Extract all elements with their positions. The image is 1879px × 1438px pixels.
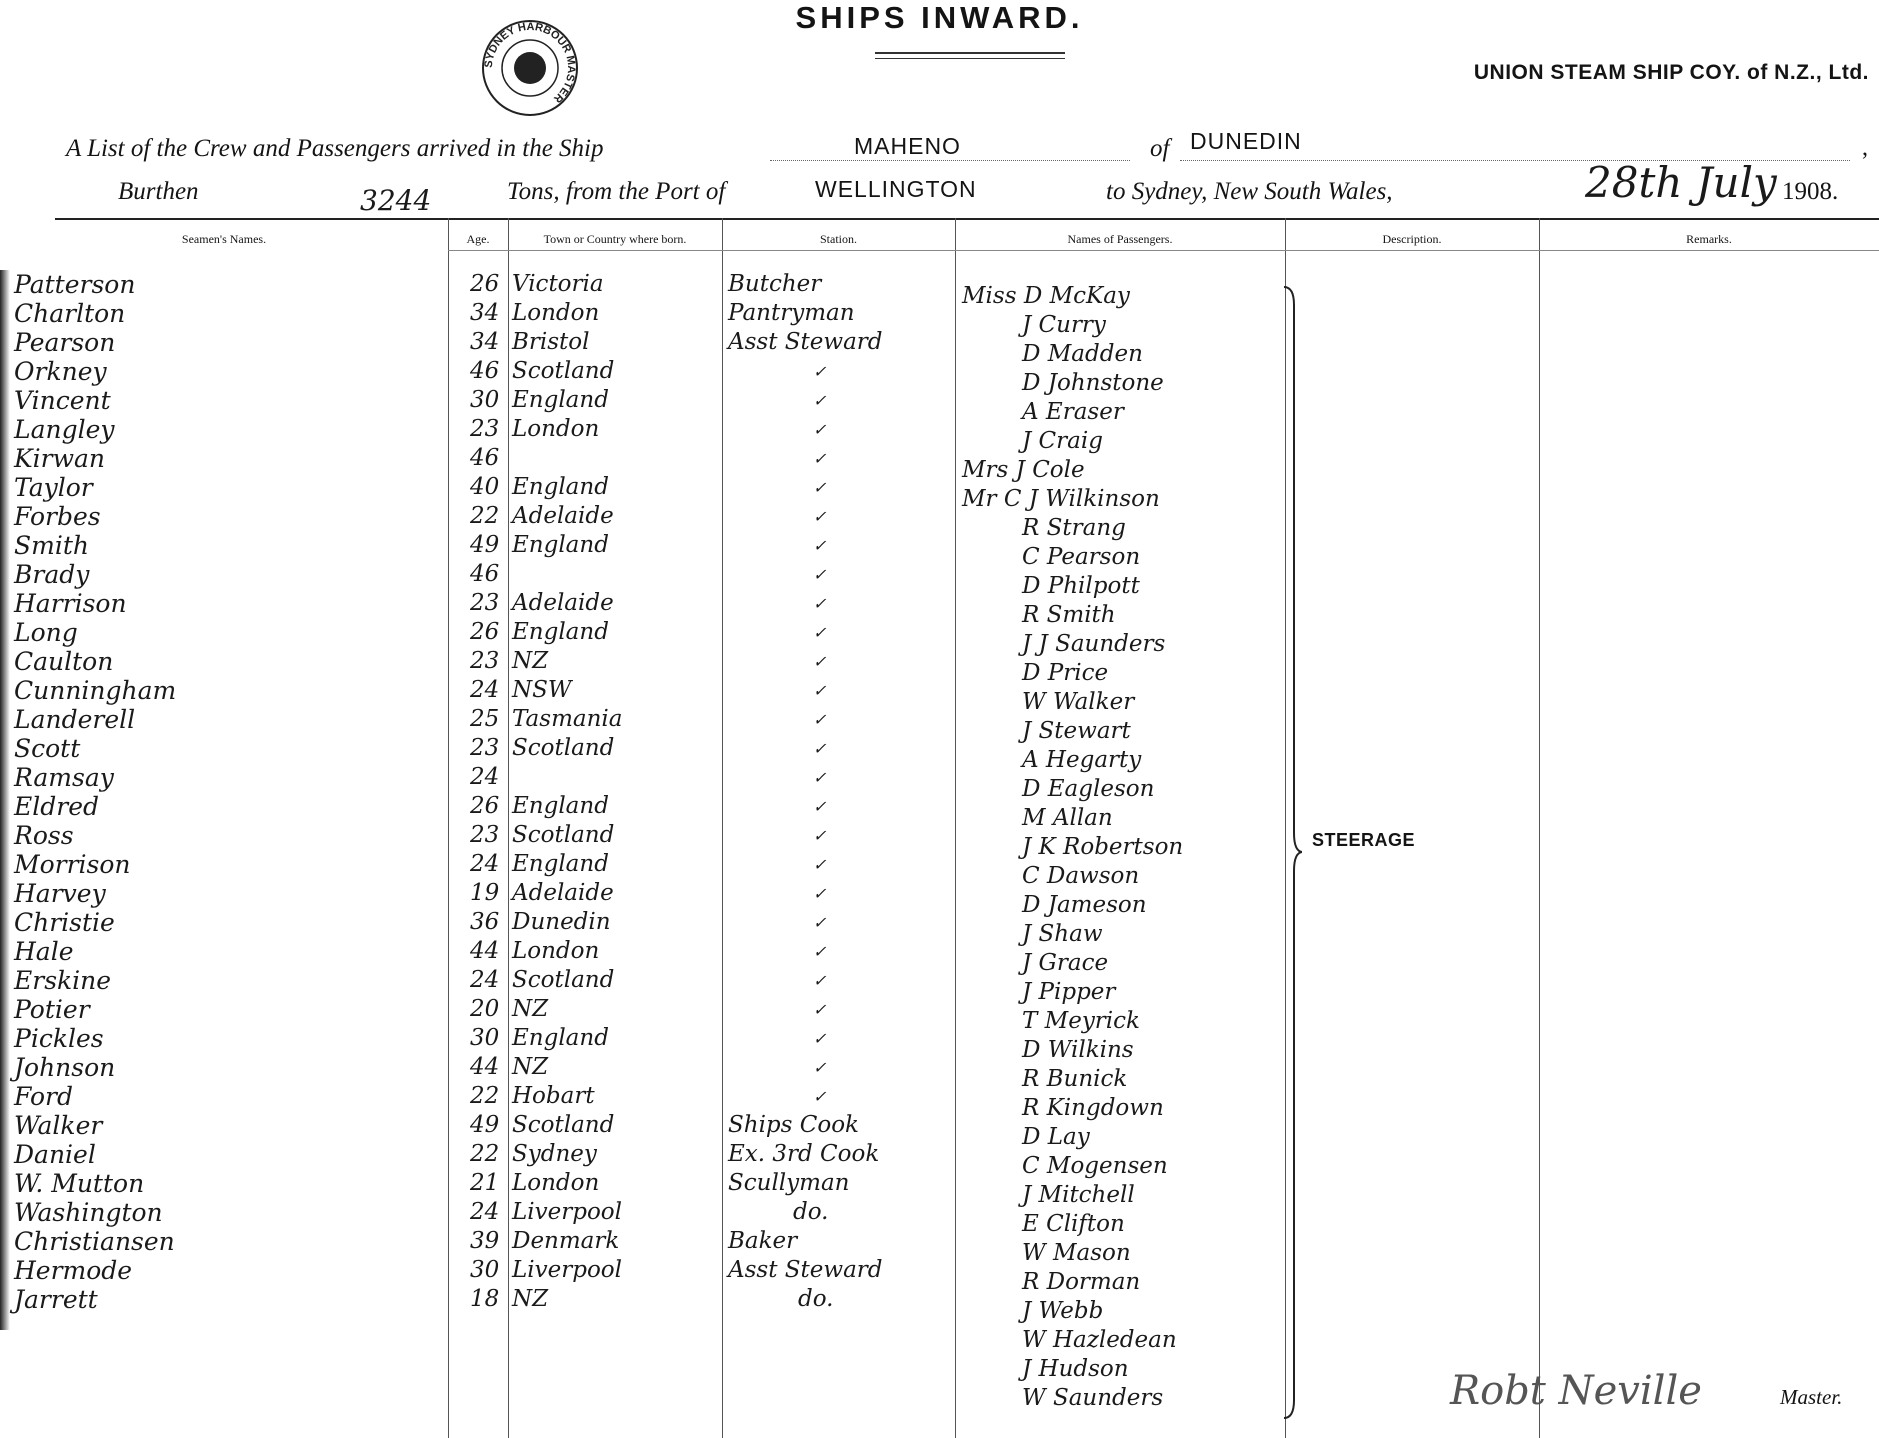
column-divider [722, 218, 723, 1438]
birthplace-cell: NZ [512, 648, 549, 674]
passenger-name: D Price [1022, 660, 1109, 686]
station-cell: ✓ [813, 594, 827, 613]
from-port: WELLINGTON [815, 176, 977, 202]
age-cell: 20 [470, 996, 500, 1022]
seaman-name: Harrison [14, 589, 127, 618]
passenger-name: C Mogensen [1022, 1153, 1168, 1179]
col-header-remarks: Remarks. [1686, 232, 1732, 246]
seaman-name: Langley [14, 415, 115, 444]
seaman-name: Scott [14, 734, 81, 763]
col-header-description: Description. [1382, 232, 1442, 246]
birthplace-cell [512, 560, 720, 589]
birthplace-cell: Dunedin [512, 909, 611, 935]
station-cell: ✓ [813, 768, 827, 787]
age-cell: 18 [470, 1286, 500, 1312]
col-header-seamen: Seamen's Names. [181, 232, 267, 246]
birthplace-cell: London [512, 300, 600, 326]
seaman-name: Cunningham [14, 676, 177, 705]
age-cell: 26 [470, 793, 500, 819]
passenger-name: D Eagleson [1022, 776, 1155, 802]
station-cell: ✓ [813, 623, 827, 642]
age-cell: 30 [470, 387, 500, 413]
station-cell: Pantryman [728, 300, 855, 326]
passenger-name: J Shaw [1022, 921, 1103, 947]
birthplace-cell: Scotland [512, 1112, 615, 1138]
age-cell: 23 [470, 822, 500, 848]
seaman-name: Eldred [14, 792, 99, 821]
seaman-name: Patterson [14, 270, 136, 299]
home-port: DUNEDIN [1190, 128, 1302, 154]
station-cell: ✓ [813, 652, 827, 671]
ages-column [470, 270, 508, 1314]
seaman-name: W. Mutton [14, 1169, 145, 1198]
burthen-value: 3244 [360, 184, 432, 217]
station-cell: ✓ [813, 942, 827, 961]
station-column [728, 270, 953, 1314]
seaman-name: Kirwan [14, 444, 106, 473]
passenger-name: R Kingdown [1022, 1095, 1164, 1121]
passenger-name: R Bunick [1022, 1066, 1128, 1092]
birthplace-cell: NZ [512, 996, 549, 1022]
ship-dotted-line [770, 160, 1130, 161]
age-cell: 23 [470, 648, 500, 674]
seaman-name: Caulton [14, 647, 114, 676]
birthplace-cell: Adelaide [512, 503, 614, 529]
list-line-trailing: , [1862, 135, 1868, 161]
column-divider [955, 218, 956, 1438]
seaman-name: Vincent [14, 386, 111, 415]
age-cell: 23 [470, 590, 500, 616]
age-cell: 34 [470, 300, 500, 326]
station-cell: ✓ [813, 710, 827, 729]
age-cell: 39 [470, 1228, 500, 1254]
birthplace-column [512, 270, 720, 1314]
passenger-name: D Madden [1022, 341, 1143, 367]
tons-label: Tons, from the Port of [507, 178, 726, 205]
station-cell: ✓ [813, 507, 827, 526]
seaman-name: Ramsay [14, 763, 114, 792]
age-cell: 46 [470, 561, 500, 587]
title-underline [875, 52, 1065, 54]
header-rule [55, 218, 1879, 220]
passenger-name: J Craig [1022, 428, 1103, 454]
birthplace-cell: England [512, 793, 609, 819]
age-cell: 22 [470, 1083, 500, 1109]
seaman-name: Taylor [14, 473, 93, 502]
seaman-name: Landerell [14, 705, 136, 734]
birthplace-cell [512, 444, 720, 473]
age-cell: 44 [470, 938, 500, 964]
seaman-name: Potier [14, 995, 90, 1024]
passenger-name: J Grace [1022, 950, 1109, 976]
age-cell: 24 [470, 764, 500, 790]
passenger-name: R Dorman [1022, 1269, 1141, 1295]
station-cell: ✓ [813, 797, 827, 816]
age-cell: 49 [470, 1112, 500, 1138]
age-cell: 24 [470, 851, 500, 877]
of-label: of [1150, 135, 1170, 162]
birthplace-cell: Adelaide [512, 880, 614, 906]
birthplace-cell: Tasmania [512, 706, 623, 732]
seaman-name: Smith [14, 531, 89, 560]
passenger-name: R Smith [1022, 602, 1116, 628]
birthplace-cell: NZ [512, 1286, 549, 1312]
station-cell: ✓ [813, 739, 827, 758]
seaman-name: Orkney [14, 357, 107, 386]
passengers-column [962, 282, 1282, 1413]
company-name: UNION STEAM SHIP COY. of N.Z., Ltd. [1473, 61, 1869, 84]
birthplace-cell: Liverpool [512, 1257, 623, 1283]
station-cell: ✓ [813, 1000, 827, 1019]
birthplace-cell: England [512, 387, 609, 413]
seaman-name: Jarrett [14, 1285, 98, 1314]
age-cell: 26 [470, 619, 500, 645]
station-cell: ✓ [813, 391, 827, 410]
passenger-name: J Pipper [1022, 979, 1116, 1005]
col-header-town: Town or Country where born. [543, 232, 687, 246]
seaman-name: Christiansen [14, 1227, 175, 1256]
seaman-name: Hale [14, 937, 74, 966]
age-cell: 46 [470, 358, 500, 384]
age-cell: 19 [470, 880, 500, 906]
station-cell: Asst Steward [728, 329, 883, 355]
seaman-name: Ross [14, 821, 74, 850]
birthplace-cell: Scotland [512, 735, 615, 761]
age-cell: 34 [470, 329, 500, 355]
station-cell: ✓ [813, 1029, 827, 1048]
passenger-name: J Stewart [1022, 718, 1131, 744]
passenger-name: Miss D McKay [962, 283, 1130, 309]
master-label: Master. [1780, 1385, 1843, 1409]
birthplace-cell: Sydney [512, 1141, 597, 1167]
birthplace-cell: London [512, 1170, 600, 1196]
birthplace-cell: Scotland [512, 967, 615, 993]
station-cell: Baker [728, 1228, 798, 1254]
master-signature: Robt Neville [1450, 1368, 1702, 1414]
column-divider [508, 218, 509, 1438]
age-cell: 40 [470, 474, 500, 500]
station-cell: Ex. 3rd Cook [728, 1141, 880, 1167]
passenger-name: Mrs J Cole [962, 457, 1085, 483]
seamen-names-column [14, 270, 444, 1314]
age-cell: 26 [470, 271, 500, 297]
station-cell: ✓ [813, 855, 827, 874]
station-cell: Asst Steward [728, 1257, 883, 1283]
seaman-name: Long [14, 618, 78, 647]
seaman-name: Morrison [14, 850, 131, 879]
age-cell: 22 [470, 1141, 500, 1167]
station-cell: ✓ [813, 1058, 827, 1077]
station-cell: Scullyman [728, 1170, 850, 1196]
passenger-name: W Hazledean [1022, 1327, 1177, 1353]
arrival-date: 28th July [1585, 158, 1777, 207]
seaman-name: Hermode [14, 1256, 133, 1285]
column-divider [448, 218, 449, 1438]
seaman-name: Forbes [14, 502, 101, 531]
passenger-name: J Curry [1022, 312, 1106, 338]
age-cell: 21 [470, 1170, 500, 1196]
title-underline-2 [875, 58, 1065, 59]
age-cell: 24 [470, 1199, 500, 1225]
birthplace-cell: Liverpool [512, 1199, 623, 1225]
birthplace-cell: Bristol [512, 329, 590, 355]
passenger-name: J Hudson [1022, 1356, 1129, 1382]
station-cell: ✓ [813, 449, 827, 468]
age-cell: 49 [470, 532, 500, 558]
birthplace-cell [512, 763, 720, 792]
birthplace-cell: England [512, 474, 609, 500]
age-cell: 30 [470, 1257, 500, 1283]
to-sydney-label: to Sydney, New South Wales, [1106, 178, 1393, 205]
station-cell: ✓ [813, 478, 827, 497]
list-line-prefix: A List of the Crew and Passengers arrived in the Ship [66, 135, 604, 162]
passenger-name: W Walker [1022, 689, 1135, 715]
col-header-passengers: Names of Passengers. [1067, 232, 1173, 246]
harbour-master-stamp [480, 18, 580, 118]
passenger-name: C Dawson [1022, 863, 1140, 889]
seaman-name: Ford [14, 1082, 73, 1111]
station-cell: Ships Cook [728, 1112, 859, 1138]
passenger-name: J K Robertson [1022, 834, 1184, 860]
seaman-name: Walker [14, 1111, 103, 1140]
seaman-name: Brady [14, 560, 90, 589]
station-cell: ✓ [813, 971, 827, 990]
seaman-name: Pickles [14, 1024, 104, 1053]
passenger-name: J J Saunders [1022, 631, 1166, 657]
age-cell: 30 [470, 1025, 500, 1051]
station-cell: ✓ [813, 826, 827, 845]
age-cell: 36 [470, 909, 500, 935]
station-cell: ✓ [813, 913, 827, 932]
seaman-name: Washington [14, 1198, 163, 1227]
passenger-name: J Webb [1022, 1298, 1104, 1324]
birthplace-cell: London [512, 938, 600, 964]
col-header-age: Age. [466, 232, 490, 246]
age-cell: 24 [470, 967, 500, 993]
seaman-name: Pearson [14, 328, 116, 357]
description-label: STEERAGE [1312, 830, 1416, 850]
passenger-name: D Lay [1022, 1124, 1090, 1150]
station-cell: do. [798, 1286, 834, 1312]
passenger-name: D Johnstone [1022, 370, 1164, 396]
age-cell: 22 [470, 503, 500, 529]
description-brace [1282, 285, 1302, 1420]
page-title: SHIPS INWARD. [795, 0, 1084, 35]
seaman-name: Christie [14, 908, 115, 937]
birthplace-cell: England [512, 619, 609, 645]
ship-name: MAHENO [854, 133, 961, 159]
birthplace-cell: Adelaide [512, 590, 614, 616]
station-cell: ✓ [813, 420, 827, 439]
seaman-name: Harvey [14, 879, 106, 908]
column-divider [1539, 218, 1540, 1438]
page-edge-shadow [0, 270, 10, 1330]
birthplace-cell: Scotland [512, 358, 615, 384]
station-cell: ✓ [813, 362, 827, 381]
passenger-name: J Mitchell [1022, 1182, 1135, 1208]
birthplace-cell: Victoria [512, 271, 604, 297]
passenger-name: W Mason [1022, 1240, 1131, 1266]
passenger-name: W Saunders [1022, 1385, 1164, 1411]
passenger-name: D Wilkins [1022, 1037, 1134, 1063]
birthplace-cell: Denmark [512, 1228, 620, 1254]
birthplace-cell: London [512, 416, 600, 442]
birthplace-cell: NSW [512, 677, 572, 703]
station-cell: ✓ [813, 1087, 827, 1106]
seaman-name: Johnson [14, 1053, 116, 1082]
col-header-station: Station. [819, 232, 857, 246]
birthplace-cell: England [512, 532, 609, 558]
birthplace-cell: Hobart [512, 1083, 595, 1109]
age-cell: 44 [470, 1054, 500, 1080]
age-cell: 46 [470, 445, 500, 471]
passenger-name: D Jameson [1022, 892, 1147, 918]
station-cell: ✓ [813, 681, 827, 700]
age-cell: 25 [470, 706, 500, 732]
passenger-name: C Pearson [1022, 544, 1141, 570]
age-cell: 23 [470, 416, 500, 442]
passenger-name: A Hegarty [1022, 747, 1142, 773]
passenger-name: D Philpott [1022, 573, 1140, 599]
birthplace-cell: NZ [512, 1054, 549, 1080]
seaman-name: Charlton [14, 299, 126, 328]
stamp-text: SYDNEY HARBOUR MASTER [482, 20, 578, 105]
age-cell: 24 [470, 677, 500, 703]
column-header-rule [448, 250, 1879, 251]
seaman-name: Erskine [14, 966, 112, 995]
passenger-name: Mr C J Wilkinson [962, 486, 1160, 512]
birthplace-cell: Scotland [512, 822, 615, 848]
passenger-name: T Meyrick [1022, 1008, 1140, 1034]
station-cell: ✓ [813, 884, 827, 903]
birthplace-cell: England [512, 851, 609, 877]
station-cell: ✓ [813, 536, 827, 555]
arrival-year: 1908. [1782, 178, 1839, 205]
passenger-name: E Clifton [1022, 1211, 1125, 1237]
station-cell: do. [793, 1199, 829, 1225]
birthplace-cell: England [512, 1025, 609, 1051]
passenger-name: A Eraser [1022, 399, 1124, 425]
age-cell: 23 [470, 735, 500, 761]
burthen-label: Burthen [118, 178, 199, 205]
passenger-name: M Allan [1022, 805, 1113, 831]
station-cell: ✓ [813, 565, 827, 584]
station-cell: Butcher [728, 271, 822, 297]
seaman-name: Daniel [14, 1140, 96, 1169]
passenger-name: R Strang [1022, 515, 1126, 541]
